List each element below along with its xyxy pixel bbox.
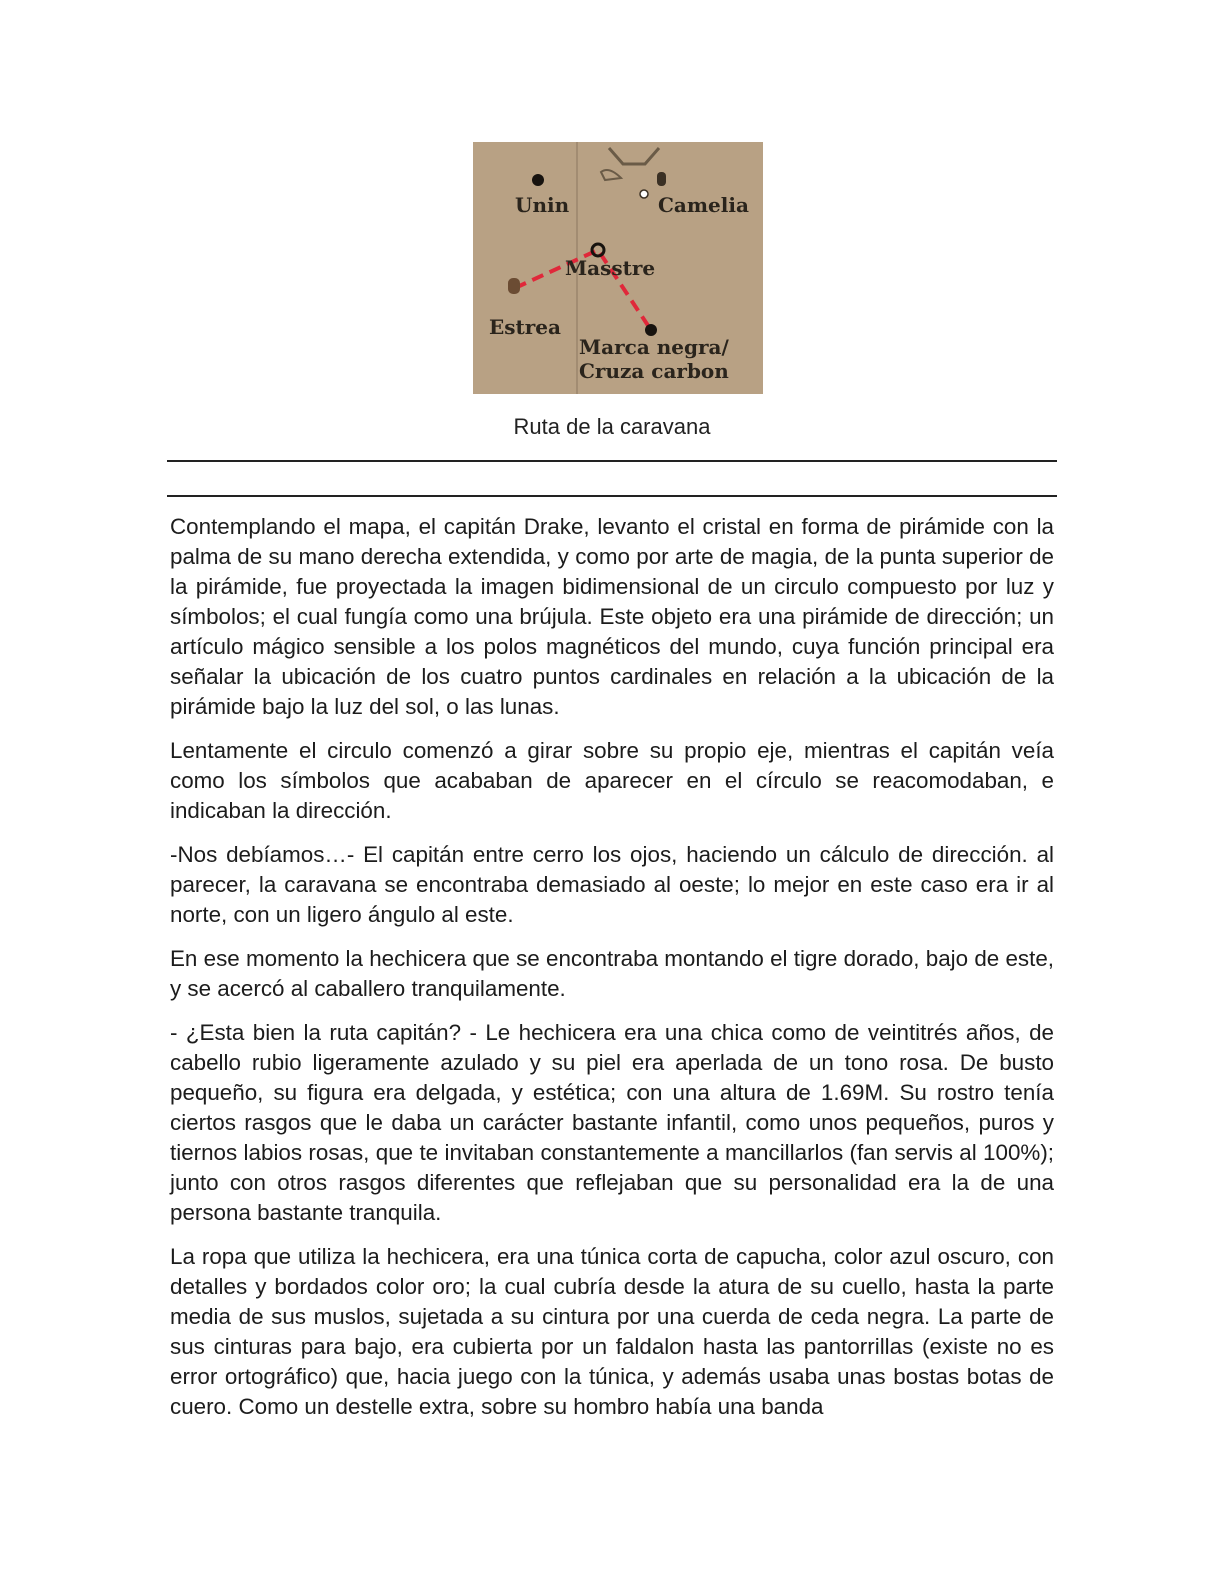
paragraph: Lentamente el circulo comenzó a girar sobre su propio eje, mientras el capitán veía como los símbolos que acababan de aparecer en el círculo se reacomodaban, e indicaban la dirección.	[170, 738, 1054, 823]
horizontal-rule	[167, 460, 1057, 462]
horizontal-rule	[167, 495, 1057, 497]
map-label-estrea: Estrea	[489, 315, 561, 339]
camelia-marker-icon	[657, 172, 666, 186]
paragraph: -Nos debíamos…- El capitán entre cerro los ojos, haciendo un cálculo de dirección. al parecer, la caravana se encontraba demasiado al oeste; lo mejor en este caso era ir al norte, con un ligero ángulo al este.	[170, 842, 1054, 927]
map-label-unin: Unin	[515, 193, 570, 217]
paragraph: Contemplando el mapa, el capitán Drake, levanto el cristal en forma de pirámide con la palma de su mano derecha extendida, y como por arte de magia, de la punta superior de la pirámide, fue proyectada la imagen bidimensional de un circulo compuesto por luz y símbolos; el cual fungía como una brújula. Este objeto era una pirámide de dirección; un artículo mágico sensible a los polos magnéticos del mundo, cuya función principal era señalar la ubicación de los cuatro puntos cardinales en relación a la ubicación de la pirámide bajo la luz del sol, o las lunas.	[170, 514, 1054, 719]
figure-caption: Ruta de la caravana	[513, 414, 711, 439]
map-label-marca-line2: Cruza carbon	[579, 359, 729, 383]
document-body	[170, 512, 1054, 1436]
map-image	[473, 142, 763, 394]
paragraph: La ropa que utiliza la hechicera, era una túnica corta de capucha, color azul oscuro, con detalles y bordados color oro; la cual cubría desde la atura de su cuello, hasta la parte media de sus muslos, sujetada a su cintura por una cuerda de ceda negra. La parte de sus cinturas para bajo, era cubierta por un faldalon hasta las pantorrillas (existe no es error ortográfico) que, hacia juego con la túnica, y además usaba unas bostas botas de cuero. Como un destelle extra, sobre su hombro había una banda	[170, 1244, 1054, 1419]
paragraph: En ese momento la hechicera que se encontraba montando el tigre dorado, bajo de este, y se acercó al caballero tranquilamente.	[170, 946, 1054, 1001]
map-label-marca-line1: Marca negra/	[579, 335, 729, 359]
map-label-masstre: Masstre	[565, 256, 656, 280]
caravan-route-map	[473, 142, 763, 394]
map-label-camelia: Camelia	[658, 193, 749, 217]
estrea-marker-icon	[508, 278, 520, 294]
paragraph: - ¿Esta bien la ruta capitán? - Le hechicera era una chica como de veintitrés años, de cabello rubio ligeramente azulado y su piel era aperlada de un tono rosa. De busto pequeño, su figura era delgada, y estética; con una altura de 1.69M. Su rostro tenía ciertos rasgos que le daba un carácter bastante infantil, como unos pequeños, puros y tiernos labios rosas, que te invitaban constantemente a mancillarlos (fan servis al 100%); junto con otros rasgos diferentes que reflejaban que su personalidad era la de una persona bastante tranquila.	[170, 1020, 1054, 1225]
camelia-point-icon	[640, 190, 648, 198]
unin-marker-icon	[532, 174, 544, 186]
